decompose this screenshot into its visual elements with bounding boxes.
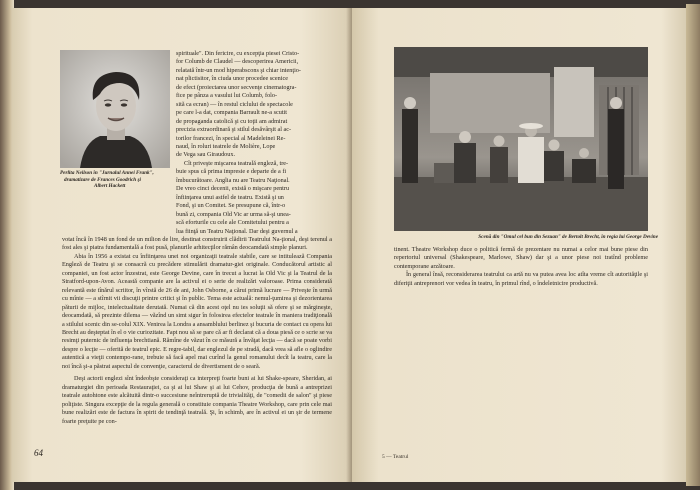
column-line: sită ca ecran) — în restul ciclului de spectacole (176, 100, 293, 108)
portrait-caption-line: Albert Hackett (94, 183, 126, 189)
body-paragraph: Abia în 1956 a existat cu înfiinţarea unei noi organizaţii teatrale stabile, care se intitulează Compania Engleză de Teatru şi se consacră cu precădere stimulării dramatur-giei originale. Conducătorul artistic al companiei, un fost actor înzestrat, este George Devine, care în trecut a lucrat la Old Vic şi la Teatrul de la Stratford-upon-Avon. Această companie are la activul ei o serie de realizări valoroase. Prima considerată relevantă este tînărul scriitor, în vîrstă de 26 de ani, John Osborne, a cărui primă lucrare — Priveşte în urmă cu mînie — a stîrnit vii discuţii printre critici şi în public. Tema este actuală: nemul-ţumirea şi dezorientarea păturii de mijloc, intelectualitate derutată. Numai că din acest oţel nu ies soluţii să ofere şi se mărgineşte, deocamdată, să prezinte dilema — văzînd un simt sigur în folosirea efectelor teatrale în maniera tradiţională a stilului scenic din se-colul XIX. Venirea la Londra a ansamblului berlinez şi bucuria de contact cu opera lui Brecht au deşteptat în el o vie curiozitate. Fapt nou să se pare că ar fi declarat că a doua piesă ce o scrie se va resimţi puternic de influenţa brechtiană. Rămîne de văzut în ce măsură a învăţat lecţia — dacă se poate vorbi despre o lecţie — oferită de teatrul epic. E regre-tabil, dar englezul de pe stradă, dacă vrea să afle o oglindire autentică a vieţii contempo-rane, trebuie să facă apel mai curînd la genul romanului decît la teatru, care la noi încă şi-a păstrat aspectul de convenţie, caracterul de divertisment de o seară. (62, 252, 332, 370)
column-line: de propaganda catolică şi cu toţii am admirat (176, 117, 288, 125)
column-line: de efect (proiectarea unor secvenţe cinematogra- (176, 83, 297, 91)
portrait-caption-line: dramatizare de Frances Goodrich şi (64, 176, 141, 183)
column-line: naud, în roluri teatrele de Molière, Lope (176, 142, 276, 150)
column-line: torilor francezi, în special al Madeleinei Re- (176, 134, 286, 142)
column-line: buie spus că prima impresie e departe de a fi (176, 168, 287, 176)
column-line: precizia extraordinară şi stilul desăvârşit al ac- (176, 126, 292, 134)
portrait-caption-line: Perlita Neilson în "Jurnalul Annei Frank", (60, 170, 154, 176)
page-footer: 5 — Teatrul (382, 454, 409, 460)
book-cover-edge-right (686, 4, 700, 486)
stage-photo (394, 47, 648, 231)
column-line: scă eforturile cu cele ale Comitetului pentru a (176, 219, 289, 227)
stage-caption-line: Scenă din "Omul cel bun din Sezuan" de Bertolt Brecht, în regia lui George Devine (478, 234, 658, 240)
left-right-column (176, 50, 330, 236)
column-line: relatată într-un mod hiperabscons şi chiar intenţio- (176, 66, 301, 74)
right-page (352, 8, 688, 482)
body-paragraph: În general însă, reconsiderarea teatrului ca artă nu va putea avea loc atîta vreme cît autorităţile şi diferiţii antreprenori vor vedea în teatru, în primul rînd, o îndeletnicire productivă. (394, 271, 648, 287)
column-line: nat plictisitor, în ciuda unor procedee scenice (176, 75, 288, 83)
column-line: fice pe pânza a vasului lui Columb, folo- (176, 92, 278, 100)
column-line: Cît priveşte mişcarea teatrală engleză, tre- (184, 159, 289, 167)
portrait-caption (60, 170, 172, 190)
body-paragraph: tinent. Theatre Workshop duce o politică fermă de prezentare nu numai a celor mai bune piese din repertoriul universal (Shakespeare, Marlowe, Shaw) dar şi a unor piese noi tratînd probleme contemporane arzătoare. (394, 246, 648, 270)
left-page (12, 8, 352, 482)
page-number: 64 (34, 448, 43, 458)
column-line: for Columb de Claudel — descoperirea Americii, (176, 58, 299, 66)
column-line: de Vega sau Giraudoux. (176, 151, 235, 159)
portrait-photo (60, 50, 170, 168)
column-line: lua fiinţă un Teatru Naţional. Dar deşi guvernul a (176, 227, 298, 235)
column-line: spirituale". Din fericire, cu excepţia piesei Cristo- (176, 50, 300, 57)
right-body-text (394, 246, 648, 288)
column-line: îmbucurătoare. Anglia nu are Teatru Naţional. (176, 176, 290, 184)
left-body-text (62, 236, 332, 426)
portrait-illustration (60, 50, 170, 168)
stage-scene-illustration (394, 47, 648, 231)
body-paragraph: votat încă în 1948 un fond de un milion de lire, destinat construirii clădirii Teatrului Na-ţional, deşi terenul a fost ales şi piatra fundamentală a fost pusă, planurile arhitecţilor rămân deocamdată simple planuri. (62, 236, 332, 252)
column-line: înfiinţarea unui astfel de teatru. Există şi un (176, 193, 284, 201)
column-line: Fond, şi un Comitet. Se presupune că, într-o (176, 202, 286, 210)
column-line: bună zi, compania Old Vic ar urma să-şi unea- (176, 210, 291, 218)
column-line: De vreo cinci decenii, există o mişcare pentru (176, 185, 290, 193)
stage-caption (418, 234, 658, 241)
body-paragraph: Deşi actorii englezi sînt îndeobşte consideraţi ca interpreţi foarte buni ai lui Shake-speare, Sheridan, ai dramaturgiei din perioada Restauraţiei, ca şi ai lui Shaw şi ai lui Cehov, producţia de bună a antreprizei teatrale autohtone este alcătuită dintr-o succesiune neîntreruptă de trivialităţi, de "comedii de salon" şi piese poliţiste. Singura excepţie de la regula generală o constituie compania Theatre Workshop, care prin cele mai bune realizări este de factura în spirit de tendinţă teatrală. Şi, în schimb, are în activul ei un şir de termene foarte preţuite pe con- (62, 375, 332, 425)
column-line: pe care l-a dat, compania Barrault ne-a scutit (176, 109, 287, 117)
